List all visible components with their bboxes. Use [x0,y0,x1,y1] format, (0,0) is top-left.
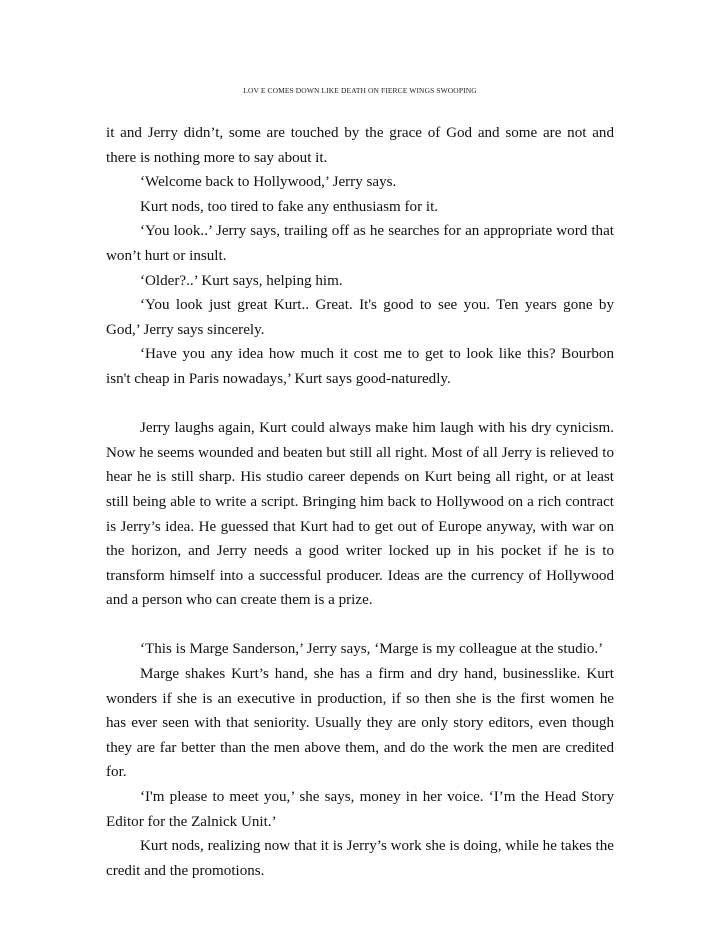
paragraph: ‘Older?..’ Kurt says, helping him. [140,272,343,289]
paragraph: ‘Have you any idea how much it cost me to get to look like this? Bourbon isn't cheap in Paris nowadays,’ Kurt says good-naturedly. [106,346,614,387]
paragraph: ‘You look just great Kurt.. Great. It's good to see you. Ten years gone by God,’ Jerry says sincerely. [106,297,614,338]
running-header: LOV E COMES DOWN LIKE DEATH ON FIERCE WINGS SWOOPING [243,86,477,95]
paragraph: Jerry laughs again, Kurt could always make him laugh with his dry cynicism. Now he seems wounded and beaten but still all right. Most of all Jerry is relieved to hear he is still sharp. His studio career depends on Kurt being all right, or at least still being able to write a script. Bringing him back to Hollywood on a rich contract is Jerry’s idea. He guessed that Kurt had to get out of Europe anyway, with war on the horizon, and Jerry needs a good writer locked up in his pocket if he is to transform himself into a successful producer. Ideas are the currency of Hollywood and a person who can create them is a prize. [106,420,614,609]
paragraph: ‘You look..’ Jerry says, trailing off as he searches for an appropriate word that won’t hurt or insult. [106,223,614,264]
paragraph: Kurt nods, realizing now that it is Jerry’s work she is doing, while he takes the credit and the promotions. [106,838,614,879]
paragraph: Kurt nods, too tired to fake any enthusiasm for it. [140,198,439,215]
paragraph: it and Jerry didn’t, some are touched by the grace of God and some are not and there is nothing more to say about it. [106,125,614,166]
paragraph: ‘Welcome back to Hollywood,’ Jerry says. [140,174,397,191]
paragraph: ‘This is Marge Sanderson,’ Jerry says, ‘Marge is my colleague at the studio.’ [140,641,604,658]
body-text [106,121,614,883]
paragraph: Marge shakes Kurt’s hand, she has a firm and dry hand, businesslike. Kurt wonders if she is an executive in production, if so then she is the first women he has ever seen with that seniority. Usually they are only story editors, even though they are far better than the men above them, and do the work the men are credited for. [106,666,614,781]
paragraph: ‘I'm please to meet you,’ she says, money in her voice. ‘I’m the Head Story Editor for the Zalnick Unit.’ [106,789,614,830]
